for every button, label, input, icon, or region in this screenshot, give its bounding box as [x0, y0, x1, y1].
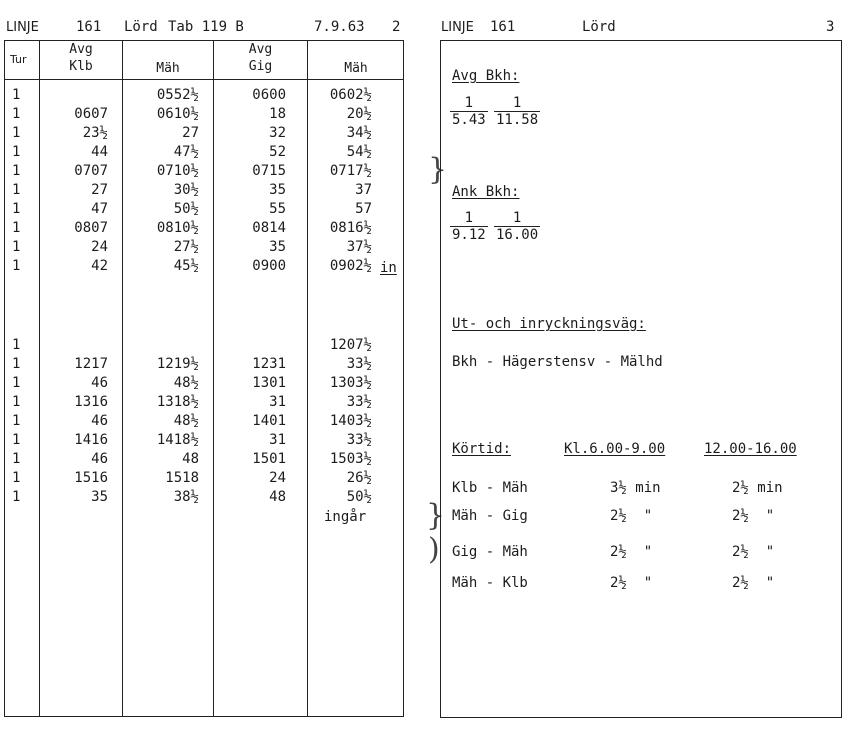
kortid-period-2: 12.00-16.00 [704, 441, 797, 457]
cell-gig: 1401 [252, 413, 286, 429]
route-label: Ut- och inryckningsväg: [452, 316, 646, 332]
cell-gig: 32 [269, 125, 286, 141]
avg-bkh-fraction-1 [450, 95, 488, 128]
cell-gig: 52 [269, 144, 286, 160]
left-line-number: 161 [76, 19, 102, 35]
cell-klb: 1316 [74, 394, 108, 410]
avg-bkh-frac2-den: 11.58 [496, 112, 539, 128]
cell-mah2: 0816½ [329, 220, 372, 236]
cell-mah2: 33½ [346, 356, 372, 372]
cell-mah2: 0902½ [329, 258, 372, 274]
cell-mah2: 0602½ [329, 87, 372, 103]
cell-mah1: 1219½ [156, 356, 199, 372]
cell-mah2: 20½ [346, 106, 372, 122]
ank-bkh-fraction-1 [450, 210, 488, 243]
cell-mah1: 1518 [165, 470, 199, 486]
left-tab: Tab 119 B [168, 19, 244, 35]
gutter-brace-bottom: ) [428, 532, 440, 567]
kortid-route: Klb - Mäh [452, 480, 528, 496]
route-value: Bkh - Hägerstensv - Mälhd [452, 354, 663, 370]
cell-gig: 55 [269, 201, 286, 217]
header-rule [4, 79, 404, 80]
cell-mah1: 0810½ [156, 220, 199, 236]
cell-klb: 1217 [74, 356, 108, 372]
cell-klb: 1416 [74, 432, 108, 448]
cell-mah2: 1503½ [329, 451, 372, 467]
cell-tur: 1 [12, 201, 21, 217]
cell-mah2: 50½ [346, 489, 372, 505]
cell-tur: 1 [12, 163, 21, 179]
cell-klb: 0707 [74, 163, 108, 179]
cell-tur: 1 [12, 470, 21, 486]
cell-klb: 46 [91, 413, 108, 429]
right-brand: LINJE [441, 20, 474, 35]
kortid-t2: 2½ " [732, 575, 775, 591]
cell-mah2: 0717½ [329, 163, 372, 179]
kortid-t2: 2½ min [732, 480, 783, 496]
cell-tur: 1 [12, 337, 21, 353]
cell-mah1: 47½ [173, 144, 199, 160]
cell-mah1: 0552½ [156, 87, 199, 103]
cell-tur: 1 [12, 239, 21, 255]
cell-mah2: 34½ [346, 125, 372, 141]
cell-mah1: 0610½ [156, 106, 199, 122]
cell-mah2: 1207½ [329, 337, 372, 353]
kortid-t1: 2½ " [610, 544, 653, 560]
cell-gig: 48 [269, 489, 286, 505]
right-day: Lörd [582, 19, 616, 35]
in-mark: in [380, 260, 397, 276]
cell-klb: 23½ [82, 125, 108, 141]
ank-bkh-frac2-num: 1 [494, 210, 540, 227]
right-line-number: 161 [490, 19, 516, 35]
cell-gig: 0715 [252, 163, 286, 179]
cell-mah1: 0710½ [156, 163, 199, 179]
ank-bkh-frac1-den: 9.12 [452, 227, 486, 243]
cell-mah1: 48 [182, 451, 199, 467]
cell-klb: 42 [91, 258, 108, 274]
cell-klb: 0807 [74, 220, 108, 236]
cell-mah2: 1303½ [329, 375, 372, 391]
left-page-number: 2 [392, 19, 401, 35]
cell-mah1: 27½ [173, 239, 199, 255]
cell-gig: 35 [269, 239, 286, 255]
cell-tur: 1 [12, 375, 21, 391]
left-day: Lörd [124, 19, 158, 35]
cell-mah1: 45½ [173, 258, 199, 274]
kortid-t1: 3½ min [610, 480, 661, 496]
cell-mah1: 50½ [173, 201, 199, 217]
ank-bkh-frac2-den: 16.00 [496, 227, 539, 243]
cell-gig: 31 [269, 394, 286, 410]
cell-gig: 0814 [252, 220, 286, 236]
cell-klb: 1516 [74, 470, 108, 486]
cell-mah1: 1418½ [156, 432, 199, 448]
left-brand: LINJE [6, 20, 39, 35]
cell-klb: 46 [91, 375, 108, 391]
cell-tur: 1 [12, 144, 21, 160]
cell-klb: 35 [91, 489, 108, 505]
ank-bkh-fraction-2 [494, 210, 540, 243]
cell-tur: 1 [12, 125, 21, 141]
cell-mah1: 48½ [173, 375, 199, 391]
cell-mah1: 27 [182, 125, 199, 141]
avg-bkh-frac1-num: 1 [450, 95, 488, 112]
cell-klb: 44 [91, 144, 108, 160]
gutter-brace-middle: } [426, 498, 446, 533]
cell-gig: 1301 [252, 375, 286, 391]
left-date: 7.9.63 [314, 19, 365, 35]
col-head-klb-top: Avg [69, 42, 93, 57]
cell-tur: 1 [12, 87, 21, 103]
cell-tur: 1 [12, 489, 21, 505]
cell-gig: 1231 [252, 356, 286, 372]
kortid-t2: 2½ " [732, 544, 775, 560]
cell-gig: 31 [269, 432, 286, 448]
cell-mah2: 33½ [346, 432, 372, 448]
cell-mah2: 33½ [346, 394, 372, 410]
col-head-mah2: Mäh [344, 61, 368, 76]
col-head-gig-top: Avg [248, 42, 273, 57]
cell-mah1: 38½ [173, 489, 199, 505]
cell-mah2: 57 [355, 201, 372, 217]
gutter-brace-top: } [428, 152, 448, 187]
cell-gig: 1501 [252, 451, 286, 467]
cell-tur: 1 [12, 356, 21, 372]
cell-mah2: 54½ [346, 144, 372, 160]
cell-tur: 1 [12, 451, 21, 467]
col-head-klb-bottom: Klb [69, 59, 93, 74]
kortid-label: Körtid: [452, 441, 512, 457]
cell-mah1: 48½ [173, 413, 199, 429]
cell-klb: 24 [91, 239, 108, 255]
kortid-period-1: Kl.6.00-9.00 [564, 441, 666, 457]
ingar-note: ingår [324, 509, 367, 525]
cell-gig: 0600 [252, 87, 286, 103]
cell-mah1: 30½ [173, 182, 199, 198]
cell-tur: 1 [12, 220, 21, 236]
kortid-t1: 2½ " [610, 508, 653, 524]
cell-tur: 1 [12, 258, 21, 274]
cell-klb: 46 [91, 451, 108, 467]
kortid-t2: 2½ " [732, 508, 775, 524]
cell-gig: 35 [269, 182, 286, 198]
cell-mah2: 26½ [346, 470, 372, 486]
cell-tur: 1 [12, 182, 21, 198]
right-page-frame [440, 40, 842, 718]
cell-gig: 0900 [252, 258, 286, 274]
right-page-number: 3 [826, 19, 835, 35]
cell-tur: 1 [12, 413, 21, 429]
cell-gig: 18 [269, 106, 286, 122]
cell-mah2: 1403½ [329, 413, 372, 429]
avg-bkh-fraction-2 [494, 95, 540, 128]
kortid-route: Mäh - Gig [452, 508, 528, 524]
cell-tur: 1 [12, 106, 21, 122]
ank-bkh-frac1-num: 1 [450, 210, 488, 227]
cell-mah2: 37½ [346, 239, 372, 255]
kortid-t1: 2½ " [610, 575, 653, 591]
cell-tur: 1 [12, 394, 21, 410]
avg-bkh-frac1-den: 5.43 [452, 112, 486, 128]
cell-tur: 1 [12, 432, 21, 448]
cell-klb: 27 [91, 182, 108, 198]
avg-bkh-frac2-num: 1 [494, 95, 540, 112]
cell-klb: 0607 [74, 106, 108, 122]
col-head-gig-bottom: Gig [248, 59, 273, 74]
ank-bkh-label: Ank Bkh: [452, 184, 520, 200]
avg-bkh-label: Avg Bkh: [452, 68, 520, 84]
cell-mah1: 1318½ [156, 394, 199, 410]
col-head-mah1: Mäh [156, 61, 180, 76]
cell-gig: 24 [269, 470, 286, 486]
cell-klb: 47 [91, 201, 108, 217]
cell-mah2: 37 [355, 182, 372, 198]
kortid-route: Gig - Mäh [452, 544, 528, 560]
kortid-route: Mäh - Klb [452, 575, 528, 591]
col-head-tur: Tur [10, 53, 27, 66]
